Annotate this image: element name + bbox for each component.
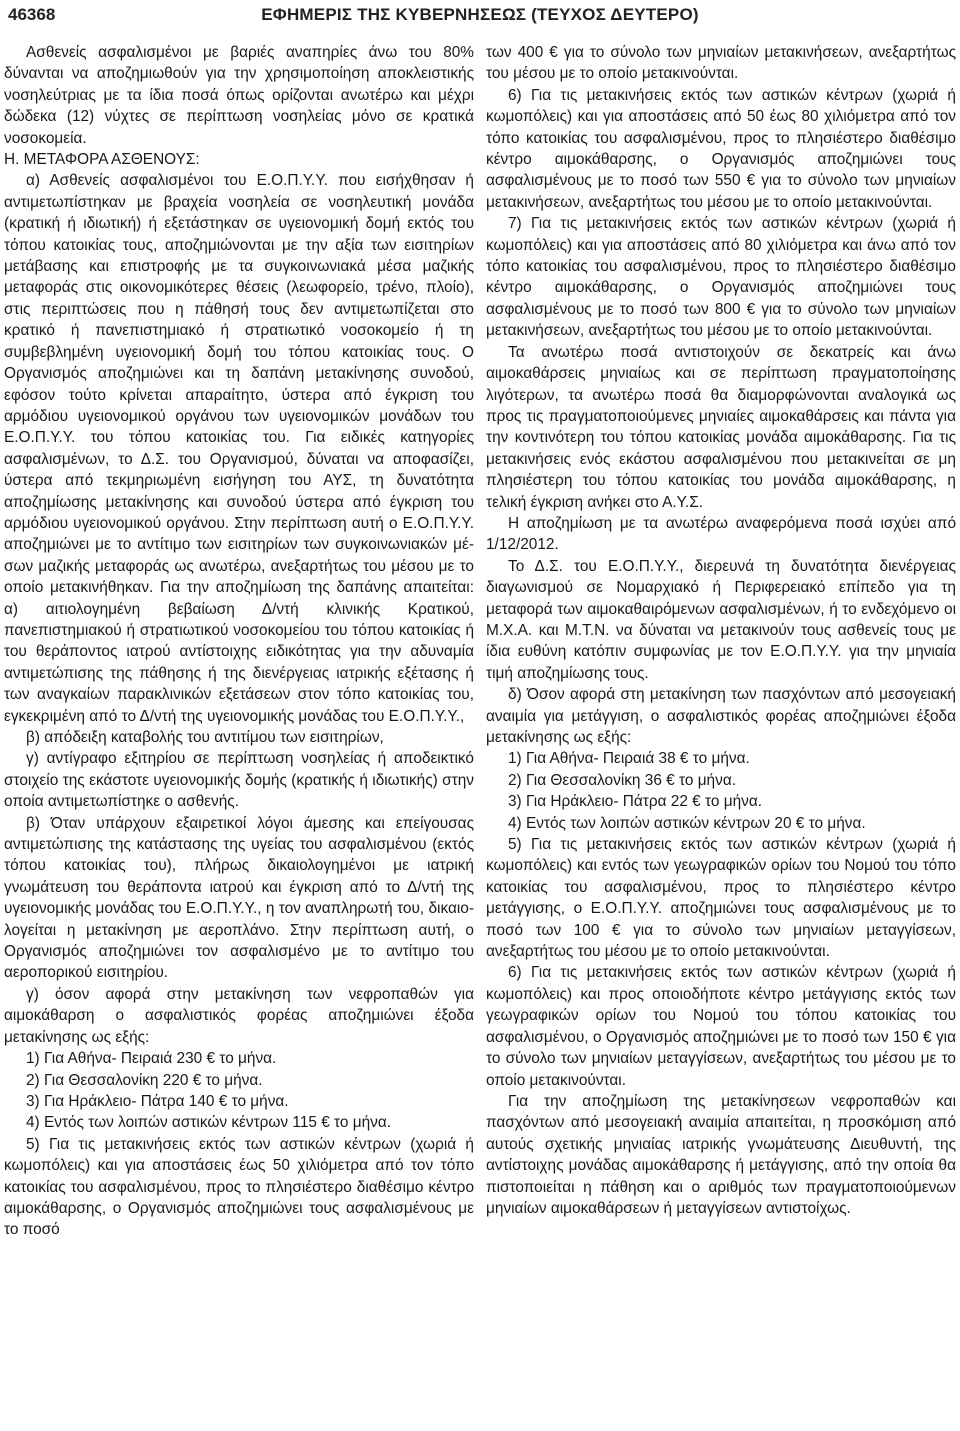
paragraph: δ) Όσον αφορά στη μετακίνηση των πασχόντων από μεσογειακή αναιμία για μετάγγιση, ο ασφαλιστικός φορέας αποζημιώνει έξοδα μετακίνησης ως εξής: <box>486 686 956 746</box>
paragraph: β) απόδειξη καταβολής του αντιτίμου των εισιτηρίων, <box>26 729 384 746</box>
paragraph: των 400 € για το σύνολο των μηνιαίων μετακινήσεων, ανεξαρτήτως του μέσου με το οποίο μετακινούνται. <box>486 44 956 83</box>
page-number: 46368 <box>8 5 56 24</box>
paragraph: γ) αντίγραφο εξιτηρίου σε περίπτωση νοσηλείας ή αποδεικτικό στοιχείο της εκάστοτε υγειονομικής δομής (κρατικής ή ιδιωτικής) στην οποία αντιμετωπίστηκε ο ασθενής. <box>4 750 474 811</box>
paragraph: Τα ανωτέρω ποσά αντιστοιχούν σε δεκατρείς και άνω αιμοκαθάρσεις μηνιαίως και σε περίπτωση πραγματοποίησης λιγότερων, τα ανωτέρω ποσά θα διαμορφώνονται αναλογικά ως προς τις πραγματοποιούμενες μηνιαίες αιμοκαθάρσεις και πάντα για την κοντινότερη του τόπου κατοικίας μονάδα αιμοκάθαρσης. Για τις μετακινήσεις ενός εκάστου ασφαλισμένου που μετακινείται σε μη πλησιέστερη του τόπου κατοικίας του μονάδα αιμοκάθαρσης, η τελική έγκριση ανήκει στο Α.Υ.Σ. <box>486 343 956 511</box>
list-item: 2) Για Θεσσαλονίκη 220 € το μήνα. <box>26 1071 263 1089</box>
list-item: 4) Εντός των λοιπών αστικών κέντρων 115 € το μήνα. <box>26 1114 392 1132</box>
paragraph: Ασθενείς ασφαλισμένοι με βαριές αναπηρίες άνω του 80% δύνανται να αποζημιωθούν για την χρησιμοποίηση αποκλειστικής νοσηλεύτριας με τα ίδια ποσά όπως ορίζονται ανωτέρω και μέχρι δώδεκα (12) νύχτες σε περίπτωση νοσηλείας μόνο σε κρατικά νοσοκομεία. <box>4 44 474 147</box>
list-item: 6) Για τις μετακινήσεις εκτός των αστικών κέντρων (χωριά ή κωμοπόλεις) και προς οποιοδήποτε κέντρο μετάγγισης εκτός των γεωγραφικών ορίων του Νομού του τόπου κατοικίας του ασφαλισμένου, ο Οργανισμός αποζημιώνει με το ποσό των 150 € για το σύνολο των μηνιαίων μεταγγίσεων, ανεξαρτήτως του μέσου με το οποίο μετακινούνται. <box>486 964 956 1089</box>
list-item: 7) Για τις μετακινήσεις εκτός των αστικών κέντρων (χωριά ή κωμοπόλεις) και για αποστάσεις από 80 χιλιόμετρα και άνω από τον τόπο κατοικίας του ασφαλισμένου, προς το πλησιέστερο διαθέσιμο κέντρο αιμοκάθαρσης, ο Οργανισμός αποζημιώνει τους ασφαλισμένους με το ποσό των 800 € για το σύνολο των μηνιαίων μετακινήσεων, ανεξαρτήτως του μέσου με το οποίο μετακινούνται. <box>486 215 956 340</box>
paragraph: α) Ασθενείς ασφαλισμένοι του Ε.Ο.Π.Υ.Υ. που εισήχθησαν ή αντιμετωπίστηκαν με βραχεία νοσηλεία σε νοσηλευτική μονάδα (κρατική ή ιδιωτική) ή εξετάστηκαν σε υγειονομική δομή εκτός του τόπου κατοικίας τους, αποζημιώνονται με την αξία των εισιτηρίων μετάβασης και επιστροφής με τα συγκοινωνιακά μέσα μαζικής μεταφοράς στις οικονομικότερες θέσεις (λεωφορείο, τρένο, πλοίο), στις περιπτώσεις που η πάθησή τους δεν αντιμετωπίζεται στο κρατικό ή πανεπιστημιακό ή στρατιωτικό νοσοκομείο ή τη συμβεβλημένη υγειονομική δομή του τόπου κατοικίας τους. Ο Οργανισμός αποζημιώνει και τη δαπάνη μετακίνησης συνοδού, εφόσον τούτο κρίνεται απαραίτητο, ύστερα από έγκριση του αρμόδιου υγειονομικού οργάνου των υγειονομικών μονάδων του Ε.Ο.Π.Υ.Υ. του τόπου κατοικίας του. Για ειδικές κατηγορίες ασφαλισμένων, το Δ.Σ. του Οργανισμού, δύναται να αποφασίζει, ύστερα από τεκμηριωμένη εισήγηση του ΑΥΣ, τη δυνατότητα αποζημίωσης μετακίνησης και συνοδού ύστερα από έγκριση του αρμόδιου υγειονομικού οργάνου. Στην περίπτωση αυτή ο Ε.Ο.Π.Υ.Υ. αποζημιώνει με το αντίτιμο των εισιτηρίων των συγκοινωνιακών μέσων μαζικής μεταφοράς ως ανωτέρω, ανεξαρτήτως του μέσου με το οποίο μετακινήθηκαν. Για την αποζημίωση της δαπάνης απαιτείται: α) αιτιολογημένη βεβαίωση Δ/ντή κλινικής Κρατικού, πανεπιστημιακού ή στρατιωτικού νοσοκομείου του τόπου κατοικίας ή του θεράποντος ιατρού αντίστοιχης ειδικότητας για την αδυναμία αντιμετώπισης της πάθησης ή της διενέργειας ιατρικής εξέτασης ή των αναγκαίων παρακλινικών εξετάσεων στον τόπο κατοικίας του, εγκεκριμένη από το Δ/ντή της υγειονομικής μονάδας του Ε.Ο.Π.Υ.Υ., <box>4 172 474 725</box>
page-header <box>8 0 952 30</box>
list-item: 6) Για τις μετακινήσεις εκτός των αστικών κέντρων (χωριά ή κωμοπόλεις) και για αποστάσεις από 50 έως 80 χιλιόμετρα από τον τόπο κατοικίας του ασφαλισμένου, προς το πλησιέστερο διαθέσιμο κέντρο αιμοκάθαρσης, ο Οργανισμός αποζημιώνει τους ασφαλισμένους με το ποσό των 550 € για το σύνολο των μηνιαίων μετακινήσεων, ανεξαρτήτως του μέσου με το οποίο μετακινούνται. <box>486 86 956 211</box>
list-item: 5) Για τις μετακινήσεις εκτός των αστικών κέντρων (χωριά ή κωμοπόλεις) και για αποστάσεις έως 50 χιλιόμετρα από τον τόπο κατοικίας του ασφαλισμένου, προς το πλησιέστερο διαθέσιμο κέντρο αιμοκάθαρσης, ο Οργανισμός αποζημιώνει τους ασφαλισμένους με το ποσό <box>4 1135 474 1239</box>
list-item: 5) Για τις μετακινήσεις εκτός των αστικών κέντρων (χωριά ή κωμοπόλεις) και εντός των γεωγραφικών ορίων του Νομού του τόπο κατοικίας του ασφαλισμένου, προς το πλησιέστερο κέντρο μετάγγισης, ο Ε.Ο.Π.Υ.Υ. αποζημιώνει τους ασφαλισμένους με το ποσό των 100 € για το σύνολο των μηνιαίων μεταγγίσεων, ανεξαρτήτως του μέσου με το οποίο μετακινούνται. <box>486 836 956 961</box>
list-item: 3) Για Ηράκλειο- Πάτρα 140 € το μήνα. <box>26 1092 289 1110</box>
left-column <box>4 42 474 1241</box>
list-item: 1) Για Αθήνα- Πειραιά 38 € το μήνα. <box>508 750 750 768</box>
text-columns <box>0 42 960 1431</box>
right-column <box>486 42 956 1219</box>
list-item: 3) Για Ηράκλειο- Πάτρα 22 € το μήνα. <box>508 793 763 811</box>
list-item: 4) Εντός των λοιπών αστικών κέντρων 20 € το μήνα. <box>508 814 866 832</box>
paragraph: Για την αποζημίωση της μετακίνησεων νεφροπαθών και πασχόντων από μεσογειακή αναιμία απαιτείται, η προσκόμιση από αυτούς σχετικής μηνιαίας ιατρικής γνωμάτευσης Διευθυντή, της αντίστοιχης μονάδας αιμοκάθαρσης ή μετάγγισης, από την οποία θα πιστοποιείται η πάθηση και ο αριθμός των πραγματοποιούμενων μηνιαίων αιμοκαθάρσεων ή μεταγγίσεων αντιστοίχως. <box>486 1092 956 1217</box>
list-item: 2) Για Θεσσαλονίκη 36 € το μήνα. <box>508 771 736 789</box>
paragraph: γ) όσον αφορά στην μετακίνηση των νεφροπαθών για αιμοκάθαρση ο ασφαλιστικός φορέας αποζημιώνει έξοδα μετακίνησης ως εξής: <box>4 985 474 1046</box>
paragraph: Το Δ.Σ. του Ε.Ο.Π.Υ.Υ., διερευνά τη δυνατότητα διενέργειας διαγωνισμού σε Νομαρχιακό ή Περιφερειακό επίπεδο για τη μεταφορά των αιμοκαθαιρόμενων ασφαλισμένων, ή το ενδεχόμενο οι Μ.Χ.Α. και Μ.Τ.Ν. να δύναται να μετακινούν τους ασθενείς τους με ίδια ευθύνη κατόπιν συμφωνίας με τον Ε.Ο.Π.Υ.Υ. για την μηνιαία τιμή αποζημίωσης τους. <box>486 557 956 682</box>
gazette-title: ΕΦΗΜΕΡΙΣ ΤΗΣ ΚΥΒΕΡΝΗΣΕΩΣ (ΤΕΥΧΟΣ ΔΕΥΤΕΡΟ) <box>261 5 699 24</box>
section-heading: Η. ΜΕΤΑΦΟΡΑ ΑΣΘΕΝΟΥΣ: <box>4 151 200 169</box>
paragraph: β) Όταν υπάρχουν εξαιρετικοί λόγοι άμεσης και επείγουσας αντιμετώπισης της κατάστασης της υγείας του ασφαλισμένου (εκτός τόπου κατοικίας του), πλήρως δικαιολογημένοι με ιατρική γνωμάτευση του θεράποντα ιατρού και έγκριση από το Δ/ντή της υγειονομικής μονάδας του Ε.Ο.Π.Υ.Υ., η τον αναπληρωτή του, δικαιολογείται η μετακίνηση με αεροπλάνο. Στην περίπτωση αυτή, ο Οργανισμός αποζημιώνει τον ασφαλισμένο με το αντίτιμο του αεροπορικού εισιτηρίου. <box>4 814 474 982</box>
list-item: 1) Για Αθήνα- Πειραιά 230 € το μήνα. <box>26 1050 277 1068</box>
paragraph: Η αποζημίωση με τα ανωτέρω αναφερόμενα ποσά ισχύει από 1/12/2012. <box>486 514 956 554</box>
